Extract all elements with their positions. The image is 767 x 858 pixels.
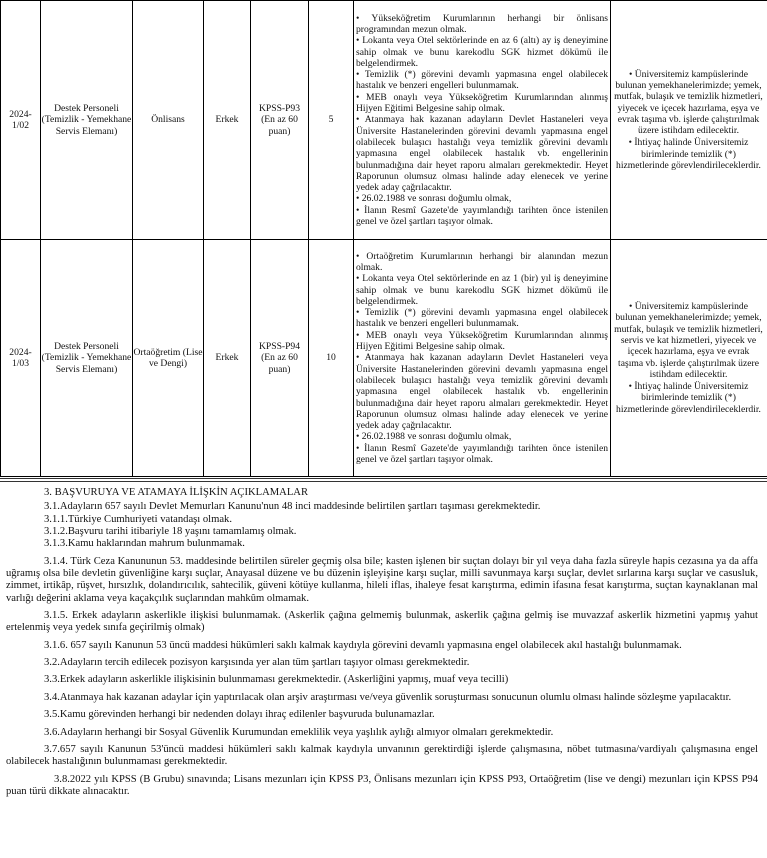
requirement-item: • MEB onaylı veya Yükseköğretim Kurumlarından alınmış Hijyen Eğitimi Belgesine sahip olmak. [356, 91, 608, 115]
position-title: Destek Personeli (Temizlik - Yemekhane Servis Elemanı) [41, 240, 133, 477]
requirement-item: • İlanın Resmî Gazete'de yayımlandığı tarihten önce istenilen genel ve özel şartları taşıyor olmak. [356, 442, 608, 466]
kpss-requirement: KPSS-P93 (En az 60 puan) [251, 1, 309, 240]
requirements-cell [354, 240, 611, 477]
paragraph-3-1-2: 3.1.2.Başvuru tarihi itibariyle 18 yaşını tamamlamış olmak. [44, 526, 297, 538]
education-level: Ortaöğretim (Lise ve Dengi) [133, 240, 204, 477]
requirement-item: • Temizlik (*) görevini devamlı yapmasına engel olabilecek hastalık ve benzeri engelleri bulunmamak. [356, 307, 608, 330]
position-title: Destek Personeli (Temizlik - Yemekhane Servis Elemanı) [41, 1, 133, 240]
gender: Erkek [204, 240, 251, 477]
note-item: • İhtiyaç halinde Üniversitemiz birimlerinde temizlik (*) hizmetlerinde görevlendirileceklerdir. [616, 137, 761, 172]
section-divider [0, 481, 767, 482]
note-item: • Üniversitemiz kampüslerinde bulunan yemekhanelerimizde; yemek, mutfak, bulaşık ve temizlik hizmetleri, servis ve kat hizmetleri, yiyecek ve içecek hazırlama, eşya ve evrak taşıma vb. işlerde çalıştırılmak üzere istihdam edilecektir. [614, 301, 763, 380]
requirement-item: • Atanmaya hak kazanan adayların Devlet Hastaneleri veya Üniversite Hastanelerinden görevini devamlı yapmasına engel olabilecek bulaşıcı hastalığı veya temizlik görevini devamlı yapmasına engel olabilecek hastalık vb. engellerinin bulunmadığına dair heyet raporu almaları gerekmektedir. Heyet Raporunun olumsuz olması halinde aday elenecek ve yerine yedek aday çağrılacaktır. [356, 114, 608, 194]
position-count: 10 [309, 240, 354, 477]
paragraph-3-3: 3.3.Erkek adayların askerlikle ilişkisinin bulunmaması gerekmektedir. (Askerliğini yapmış, muaf veya tecilli) [44, 674, 509, 686]
requirement-item: • Atanmaya hak kazanan adayların Devlet Hastaneleri veya Üniversite Hastanelerinden görevini devamlı yapmasına engel olabilecek bulaşıcı hastalığı veya temizlik görevini devamlı yapmasına engel olabilecek hastalık vb. engellerinin bulunmadığına dair heyet raporu almaları gerekmektedir. Heyet Raporunun olumsuz olması halinde aday elenecek ve yerine yedek aday çağrılacaktır. [356, 352, 608, 432]
note-item: • Üniversitemiz kampüslerinde bulunan yemekhanelerimizde; yemek, mutfak, bulaşık ve temizlik hizmetleri, yiyecek ve içecek hazırlama, eşya ve evrak taşıma vb. işlerde çalıştırılmak üzere istihdam edilecektir. [614, 68, 763, 137]
application-section [6, 487, 758, 798]
requirement-item: • Lokanta veya Otel sektörlerinde en az 6 (altı) ay iş deneyimine sahip olmak ve bunu karekodlu SGK hizmet dökümü ile belgelendirmek. [356, 35, 608, 69]
position-code: 2024-1/03 [1, 240, 41, 477]
note-item: • İhtiyaç halinde Üniversitemiz birimlerinde temizlik (*) hizmetlerinde görevlendirileceklerdir. [616, 381, 761, 415]
requirements-cell [354, 1, 611, 240]
notes-cell [611, 240, 767, 477]
requirement-item: • Lokanta veya Otel sektörlerinde en az 1 (bir) yıl iş deneyimine sahip olmak ve bunu karekodlu SGK hizmet dökümü ile belgelendirmek. [356, 273, 608, 307]
requirement-item: • Temizlik (*) görevini devamlı yapmasına engel olabilecek hastalık ve benzeri engelleri bulunmamak. [356, 69, 608, 92]
paragraph-3-1-1: 3.1.1.Türkiye Cumhuriyeti vatandaşı olmak. [44, 513, 233, 525]
gender: Erkek [204, 1, 251, 240]
paragraph-3-8: 3.8.2022 yılı KPSS (B Grubu) sınavında; Lisans mezunları için KPSS P3, Önlisans mezunları için KPSS P93, Ortaöğretim (lise ve dengi) mezunları için KPSS P94 puan türü dikkate alınacaktır. [6, 773, 758, 797]
section-divider [0, 478, 767, 479]
paragraph-3-6: 3.6.Adayların herhangi bir Sosyal Güvenlik Kurumundan emeklilik veya yaşlılık aylığı almıyor olmaları gerekmektedir. [44, 726, 554, 738]
paragraph-3-7: 3.7.657 sayılı Kanunun 53'üncü maddesi hükümleri saklı kalmak kaydıyla unvanının gerektirdiği işlerde çalışmasına, nöbet tutmasına/vardiyalı çalışmasına engel olabilecek hastalığının bulunmaması gerekmektedir. [6, 743, 758, 768]
paragraph-3-1-5: 3.1.5. Erkek adayların askerlikle ilişkisi bulunmamak. (Askerlik çağına gelmemiş bulunmak, askerlik çağına gelmiş ise muvazzaf askerlik hizmetini yapmış yahut ertelenmiş veya yedek sınıfa geçirilmiş olmak) [6, 610, 758, 634]
section-title: 3. BAŞVURUYA VE ATAMAYA İLİŞKİN AÇIKLAMALAR [44, 487, 309, 498]
paragraph-3-1-4: 3.1.4. Türk Ceza Kanununun 53. maddesinde belirtilen süreler geçmiş olsa bile; kasten işlenen bir suçtan dolayı bir yıl veya daha fazla süreyle hapis cezasına ya da affa uğramış olsa bile devletin güvenliğine karşı suçlar, Anayasal düzene ve bu düzenin işleyişine karşı suçlar, milli savunmaya karşı suçlar, devlet sırlarına karşı suçlar ve casusluk, zimmet, irtikâp, rüşvet, hırsızlık, dolandırıcılık, sahtecilik, güveni kötüye kullanma, hileli iflas, ihaleye fesat karıştırma, edimin ifasına fesat karıştırma, suçtan kaynaklanan mal varlığı değerini aklama veya kaçakçılık suçlarından mahkûm olmamak. [6, 555, 758, 604]
requirement-item: • Ortaöğretim Kurumlarının herhangi bir alanından mezun olmak. [356, 250, 608, 273]
requirement-item: • 26.02.1988 ve sonrası doğumlu olmak, [356, 193, 512, 205]
paragraph-3-4: 3.4.Atanmaya hak kazanan adaylar için yaptırılacak olan arşiv araştırması ve/veya güvenlik soruşturması sonucunun olumlu olması halinde sözleşme yapılacaktır. [44, 691, 732, 703]
notes-cell [611, 1, 767, 240]
position-code: 2024-1/02 [1, 1, 41, 240]
paragraph-3-1: 3.1.Adayların 657 sayılı Devlet Memurları Kanunu'nun 48 inci maddesinde belirtilen şartları taşıması gerekmektedir. [44, 501, 541, 513]
paragraph-3-1-6: 3.1.6. 657 sayılı Kanunun 53 üncü maddesi hükümleri saklı kalmak kaydıyla görevini devamlı yapmasına engel olabilecek akıl hastalığı bulunmamak. [44, 639, 682, 651]
requirement-item: • 26.02.1988 ve sonrası doğumlu olmak, [356, 431, 512, 443]
position-count: 5 [309, 1, 354, 240]
paragraph-3-5: 3.5.Kamu görevinden herhangi bir nedenden dolayı ihraç edilenler başvuruda bulunamazlar. [44, 709, 435, 721]
paragraph-3-2: 3.2.Adayların tercih edilecek pozisyon karşısında yer alan tüm şartları taşıyor olması gerekmektedir. [44, 657, 470, 669]
education-level: Önlisans [133, 1, 204, 240]
requirement-item: • Yükseköğretim Kurumlarının herhangi bir önlisans programından mezun olmak. [356, 12, 608, 35]
kpss-requirement: KPSS-P94 (En az 60 puan) [251, 240, 309, 477]
table-row [1, 240, 767, 477]
requirement-item: • İlanın Resmî Gazete'de yayımlandığı tarihten önce istenilen genel ve özel şartları taşıyor olmak. [356, 204, 608, 228]
requirement-item: • MEB onaylı veya Yükseköğretim Kurumlarından alınmış Hijyen Eğitimi Belgesine sahip olmak. [356, 329, 608, 353]
paragraph-3-1-3: 3.1.3.Kamu haklarından mahrum bulunmamak. [44, 538, 245, 550]
table-row [1, 1, 767, 240]
